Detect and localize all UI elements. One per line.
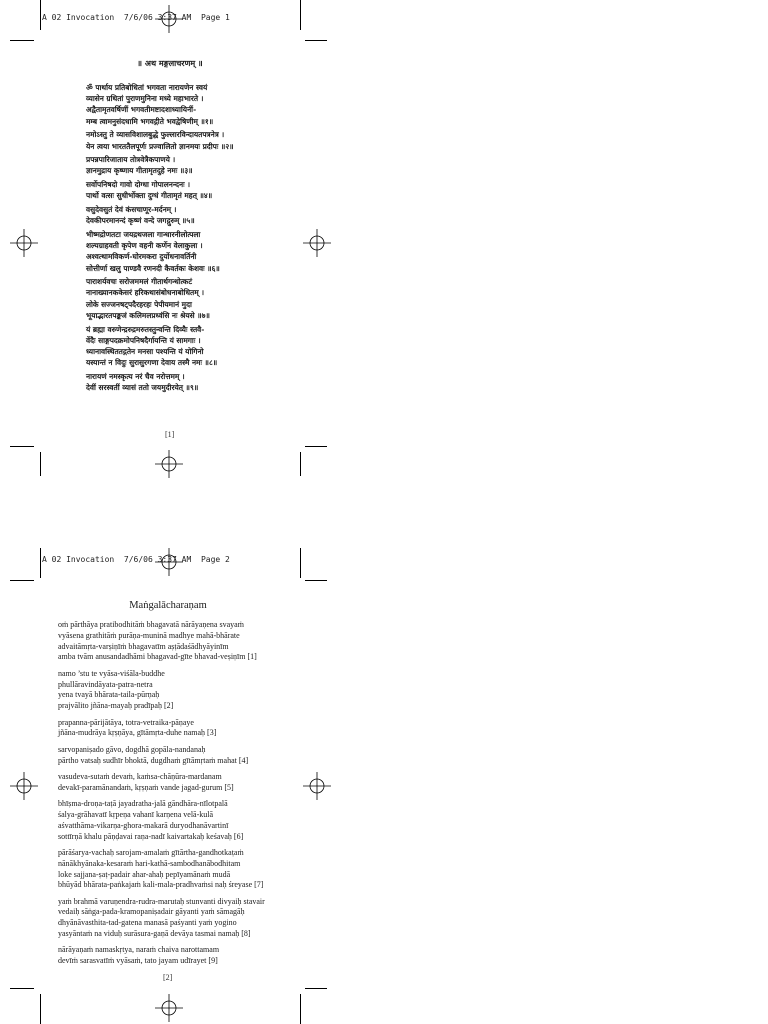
verse-8 (86, 324, 346, 369)
verse-line: यस्यान्तं न विदुः सुरासुरगणा देवाय तस्मै नमः ॥८॥ (86, 358, 218, 368)
verse-line: मम्ब त्वामनुसंदधामि भगवद्गीते भवद्वेषिणीम् ॥१॥ (86, 116, 214, 126)
verse-line: व्यासेन ग्रथितां पुराणमुनिना मध्ये महाभारते । (86, 94, 204, 104)
registration-mark-icon (10, 772, 38, 800)
verse-7 (58, 848, 318, 891)
crop-mark (300, 994, 301, 1024)
verse-line: र्वेदैः साङ्गपदक्रमोपनिषदैर्गायन्ति यं सामगाः । (86, 335, 201, 345)
verse-line: phullāravindāyata-patra-netra (58, 679, 153, 689)
transliteration-verses (58, 620, 318, 973)
crop-mark (10, 446, 34, 447)
registration-mark-icon (155, 994, 183, 1022)
verse-line: अद्वैतामृतवर्षिणीं भगवतीमष्टादशाध्यायिनीं- (86, 105, 197, 115)
verse-line: amba tvām anusandadhāmi bhagavad-gīte bhavad-veṣiṇīm [1] (58, 652, 257, 662)
verse-line: nānākhyānaka-kesaraṁ hari-kathā-sambodhanābodhitam (58, 858, 241, 868)
crop-mark (10, 988, 34, 989)
crop-mark (305, 988, 327, 989)
page-slug: A 02 Invocation 7/6/06 3:37 AM Page 2 (42, 555, 230, 564)
verse-line: jñāna-mudrāya kṛṣṇāya, gītāmṛta-duhe namaḥ [3] (58, 728, 217, 738)
verse-line: वसुदेवसुतं देवं कंसचाणूर-मर्दनम् । (86, 205, 177, 215)
verse-line: devakī-paramānandaṁ, kṛṣṇaṁ vande jagad-gurum [5] (58, 782, 234, 792)
verse-1 (58, 620, 318, 663)
verse-line: नानाख्यानककेसरं हरिकथासंबोधनाबोधितम् । (86, 288, 205, 298)
verse-line: भीष्मद्रोणतटा जयद्रथजला गान्धारनीलोत्पला (86, 229, 201, 239)
verse-line: सोत्तीर्णा खलु पाण्डवै रणनदी कैवर्तकः केशवः ॥६॥ (86, 263, 220, 273)
verse-4 (58, 745, 318, 767)
verse-line: prapanna-pārijātāya, totra-vetraika-pāṇaye (58, 717, 194, 727)
verse-line: advaitāmṛta-varṣiṇīṁ bhagavatīm aṣṭādaśādhyāyinīm (58, 641, 229, 651)
crop-mark (40, 452, 41, 476)
crop-mark (305, 446, 327, 447)
crop-mark (10, 580, 34, 581)
verse-2 (58, 669, 318, 712)
verse-line: bhūyād bhārata-paṅkajaṁ kali-mala-pradhvaṁsi naḥ śreyase [7] (58, 880, 264, 890)
crop-mark (300, 452, 301, 476)
page-number: [2] (163, 973, 173, 982)
verse-line: devīṁ sarasvatīṁ vyāsaṁ, tato jayam udīrayet [9] (58, 956, 218, 966)
verse-5 (58, 772, 318, 794)
crop-mark (305, 580, 327, 581)
registration-mark-icon (155, 450, 183, 478)
verse-6 (86, 229, 346, 274)
crop-mark (10, 40, 34, 41)
verse-line: देवकीपरमानन्दं कृष्णं वन्दे जगद्गुरुम् ॥५॥ (86, 216, 195, 226)
verse-line: सर्वोपनिषदो गावो दोग्धा गोपालनन्दनः । (86, 180, 191, 190)
verse-line: aśvatthāma-vikarṇa-ghora-makarā duryodhanāvartinī (58, 820, 229, 830)
verse-line: ध्यानावस्थिततद्गतेन मनसा पश्यन्ति यं योगिनो (86, 346, 204, 356)
transliteration-title: Maṅgalācharaṇam (129, 600, 207, 611)
verse-line: देवीं सरस्वतीं व्यासं ततो जयमुदीरयेत् ॥९॥ (86, 383, 199, 393)
verse-line: ॐ पार्थाय प्रतिबोधितां भगवता नारायणेन स्वयं (86, 83, 208, 92)
verse-line: yena tvayā bhārata-taila-pūrṇaḥ (58, 690, 160, 700)
verse-line: पार्थो वत्सः सुधीर्भोक्ता दुग्धं गीतामृतं महत् ॥४॥ (86, 191, 213, 201)
verse-line: अश्वत्थामविकर्ण-घोरमकरा दुर्योधनावर्तिनी (86, 252, 197, 262)
verse-line: dhyānāvasthita-tad-gatena manasā paśyanti yaṁ yogino (58, 918, 237, 928)
verse-line: sottīrṇā khalu pāṇḍavai raṇa-nadī kaivartakaḥ keśavaḥ [6] (58, 831, 244, 841)
verse-line: यं ब्रह्मा वरुणेन्द्ररुद्रमरुतस्तुन्वन्ति दिव्यैः स्तवै- (86, 324, 205, 334)
crop-mark (300, 548, 301, 578)
verse-line: vedaiḥ sāṅga-pada-kramopaniṣadair gāyanti yaṁ sāmagāḥ (58, 907, 245, 917)
verse-line: loke sajjana-ṣaṭ-padair ahar-ahaḥ pepīyamānaṁ mudā (58, 869, 231, 879)
page-number: [1] (165, 430, 175, 439)
verse-9 (58, 945, 318, 967)
verse-line: शल्यग्राहवती कृपेण वहनी कर्णेन वेलाकुला । (86, 241, 203, 251)
verse-line: pārtho vatsaḥ sudhīr bhoktā, dugdhaṁ gītāmṛtaṁ mahat [4] (58, 755, 249, 765)
crop-mark (40, 994, 41, 1024)
verse-line: पाराशर्यवचः सरोजममलं गीतार्थगन्धोत्कटं (86, 277, 193, 287)
crop-mark (300, 0, 301, 30)
crop-mark (305, 40, 327, 41)
verse-line: येन त्वया भारततैलपूर्णः प्रज्वालितो ज्ञानमयः प्रदीपः ॥२॥ (86, 141, 234, 151)
verse-9 (86, 371, 346, 393)
verse-6 (58, 799, 318, 842)
verse-line: ज्ञानमुद्राय कृष्णाय गीतामृतदुहे नमः ॥३॥ (86, 166, 193, 176)
verse-line: śalya-grāhavatī kṛpeṇa vahanī karṇena velā-kulā (58, 809, 214, 819)
crop-mark (40, 0, 41, 30)
verse-line: नमोऽस्तु ते व्यासविशालबुद्धे फुल्लारविन्दायतपत्रनेत्र । (86, 130, 225, 140)
devanagari-verses (86, 82, 346, 396)
verse-1 (86, 82, 346, 127)
verse-line: vasudeva-sutaṁ devaṁ, kaṁsa-chāṇūra-mardanam (58, 771, 222, 781)
verse-line: namo ’stu te vyāsa-viśāla-buddhe (58, 668, 165, 678)
verse-line: yaṁ brahmā varuṇendra-rudra-marutaḥ stunvanti divyaiḥ stavair (58, 896, 265, 906)
verse-3 (58, 718, 318, 740)
registration-mark-icon (10, 229, 38, 257)
verse-line: pārāśarya-vachaḥ sarojam-amalaṁ gītārtha-gandhotkaṭaṁ (58, 847, 244, 857)
verse-line: भूयाद्भारतपङ्कजं कलिमलप्रध्वंसि नः श्रेयसे ॥७॥ (86, 310, 210, 320)
verse-line: नारायणं नमस्कृत्य नरं चैव नरोत्तमम् । (86, 371, 185, 381)
verse-8 (58, 897, 318, 940)
verse-line: प्रपन्नपारिजाताय तोत्रवेत्रैकपाणये । (86, 155, 176, 165)
verse-line: vyāsena grathitāṁ purāṇa-muninā madhye mahā-bhārate (58, 630, 240, 640)
verse-line: yasyāntaṁ na viduḥ surāsura-gaṇā devāya tasmai namaḥ [8] (58, 929, 251, 939)
page-slug: A 02 Invocation 7/6/06 3:37 AM Page 1 (42, 13, 230, 22)
devanagari-title: ॥ अथ मङ्गलाचरणम् ॥ (137, 59, 203, 68)
verse-2 (86, 129, 346, 151)
verse-4 (86, 179, 346, 201)
verse-line: लोके सज्जनषट्पदैरहरहः पेपीयमानं मुदा (86, 299, 192, 309)
verse-3 (86, 154, 346, 176)
verse-line: sarvopaniṣado gāvo, dogdhā gopāla-nandanaḥ (58, 744, 206, 754)
verse-line: bhīṣma-droṇa-taṭā jayadratha-jalā gāndhāra-nīlotpalā (58, 799, 228, 809)
verse-line: prajvālito jñāna-mayaḥ pradīpaḥ [2] (58, 701, 174, 711)
verse-line: nārāyaṇaṁ namaskṛtya, naraṁ chaiva narottamam (58, 945, 220, 955)
crop-mark (40, 548, 41, 578)
verse-5 (86, 204, 346, 226)
verse-line: oṁ pārthāya pratibodhitāṁ bhagavatā nārāyaṇena svayaṁ (58, 620, 244, 629)
verse-7 (86, 276, 346, 321)
